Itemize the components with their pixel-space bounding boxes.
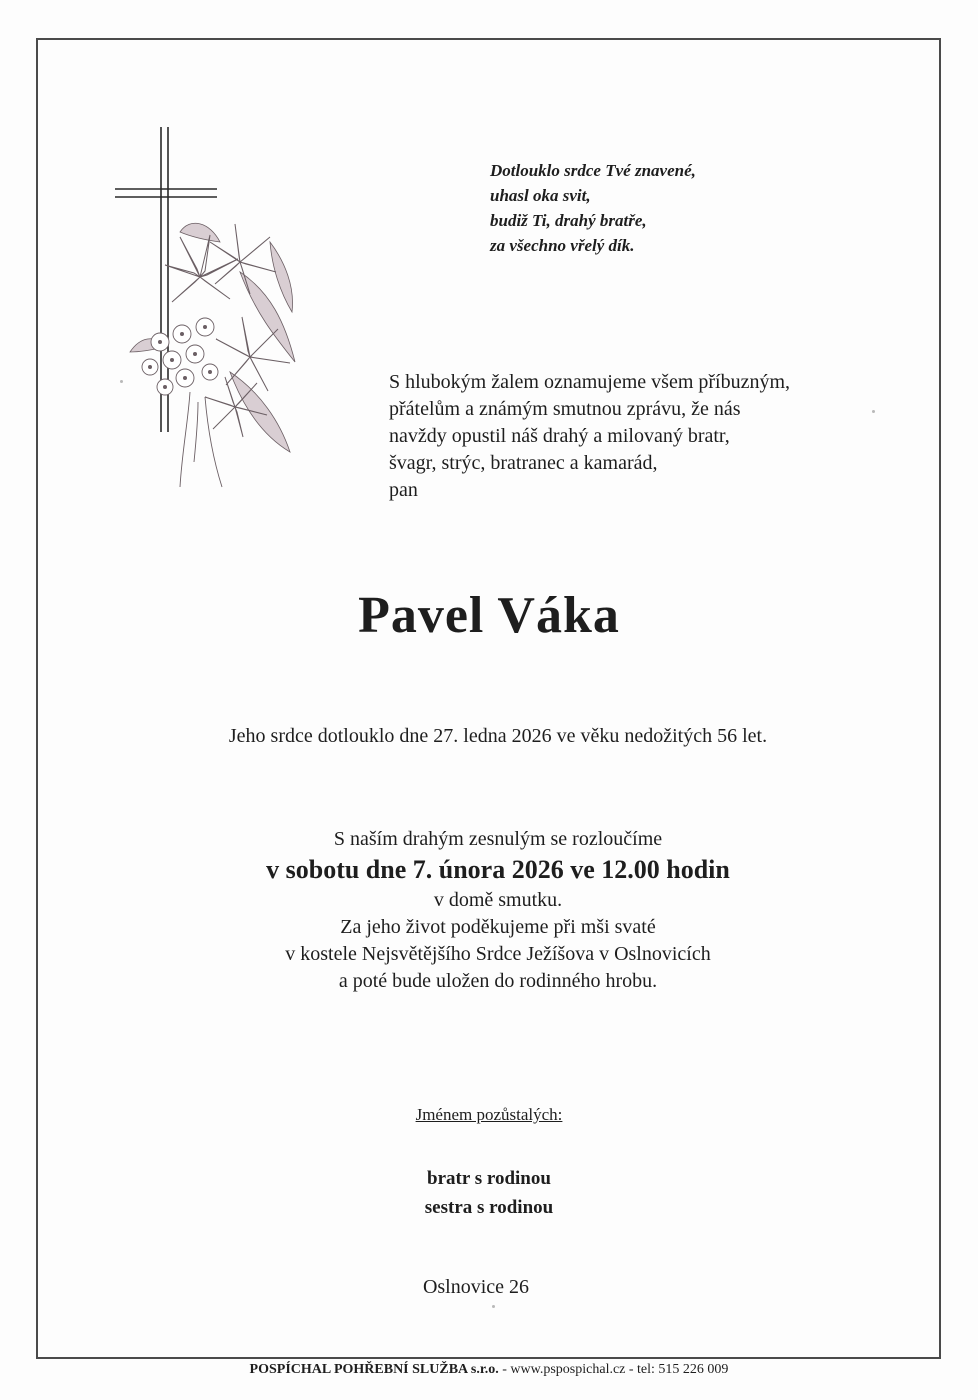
- poem-line: budiž Ti, drahý bratře,: [490, 211, 647, 230]
- funeral-intro: S naším drahým zesnulým se rozloučíme: [333, 828, 663, 850]
- funeral-info: [0, 826, 978, 995]
- scan-speck: [120, 380, 123, 383]
- scan-speck: [492, 1305, 495, 1308]
- deceased-name: Pavel Váka: [358, 587, 620, 644]
- address: Oslnovice 26: [422, 1276, 530, 1298]
- poem-line: uhasl oka svit,: [490, 186, 591, 205]
- mourner-item: bratr s rodinou: [427, 1168, 551, 1189]
- funeral-date-time: v sobotu dne 7. února 2026 ve 12.00 hodin: [266, 855, 730, 884]
- footer-company: POSPÍCHAL POHŘEBNÍ SLUŽBA s.r.o.: [249, 1362, 499, 1377]
- mourners-list: [0, 1164, 978, 1222]
- poem-line: za všechno vřelý dík.: [490, 236, 635, 255]
- scan-speck: [872, 410, 875, 413]
- funeral-mass-line: v kostele Nejsvětějšího Srdce Ježíšova v Oslnovicích: [285, 943, 711, 965]
- announcement-line: pan: [389, 479, 418, 501]
- poem-line: Dotlouklo srdce Tvé znavené,: [490, 161, 696, 180]
- announcement-line: švagr, strýc, bratranec a kamarád,: [389, 452, 658, 474]
- cross-with-lilies-icon: [110, 122, 320, 502]
- announcement-line: přátelům a známým smutnou zprávu, že nás: [389, 398, 741, 420]
- funeral-place: v domě smutku.: [433, 889, 563, 911]
- funeral-mass-line: Za jeho život poděkujeme při mši svaté: [340, 916, 656, 938]
- mourner-item: sestra s rodinou: [424, 1197, 554, 1218]
- announcement-line: navždy opustil náš drahý a milovaný bratr,: [389, 425, 730, 447]
- poem: [490, 158, 696, 258]
- mourners-label: Jménem pozůstalých:: [415, 1105, 563, 1124]
- footer-contact: - www.pspospichal.cz - tel: 515 226 009: [498, 1362, 729, 1377]
- death-notice: Jeho srdce dotlouklo dne 27. ledna 2026 ve věku nedožitých 56 let.: [228, 725, 768, 747]
- announcement-line: S hlubokým žalem oznamujeme všem příbuzným,: [389, 371, 791, 393]
- footer: [0, 1362, 978, 1378]
- announcement: [389, 369, 790, 504]
- funeral-burial: a poté bude uložen do rodinného hrobu.: [338, 970, 658, 992]
